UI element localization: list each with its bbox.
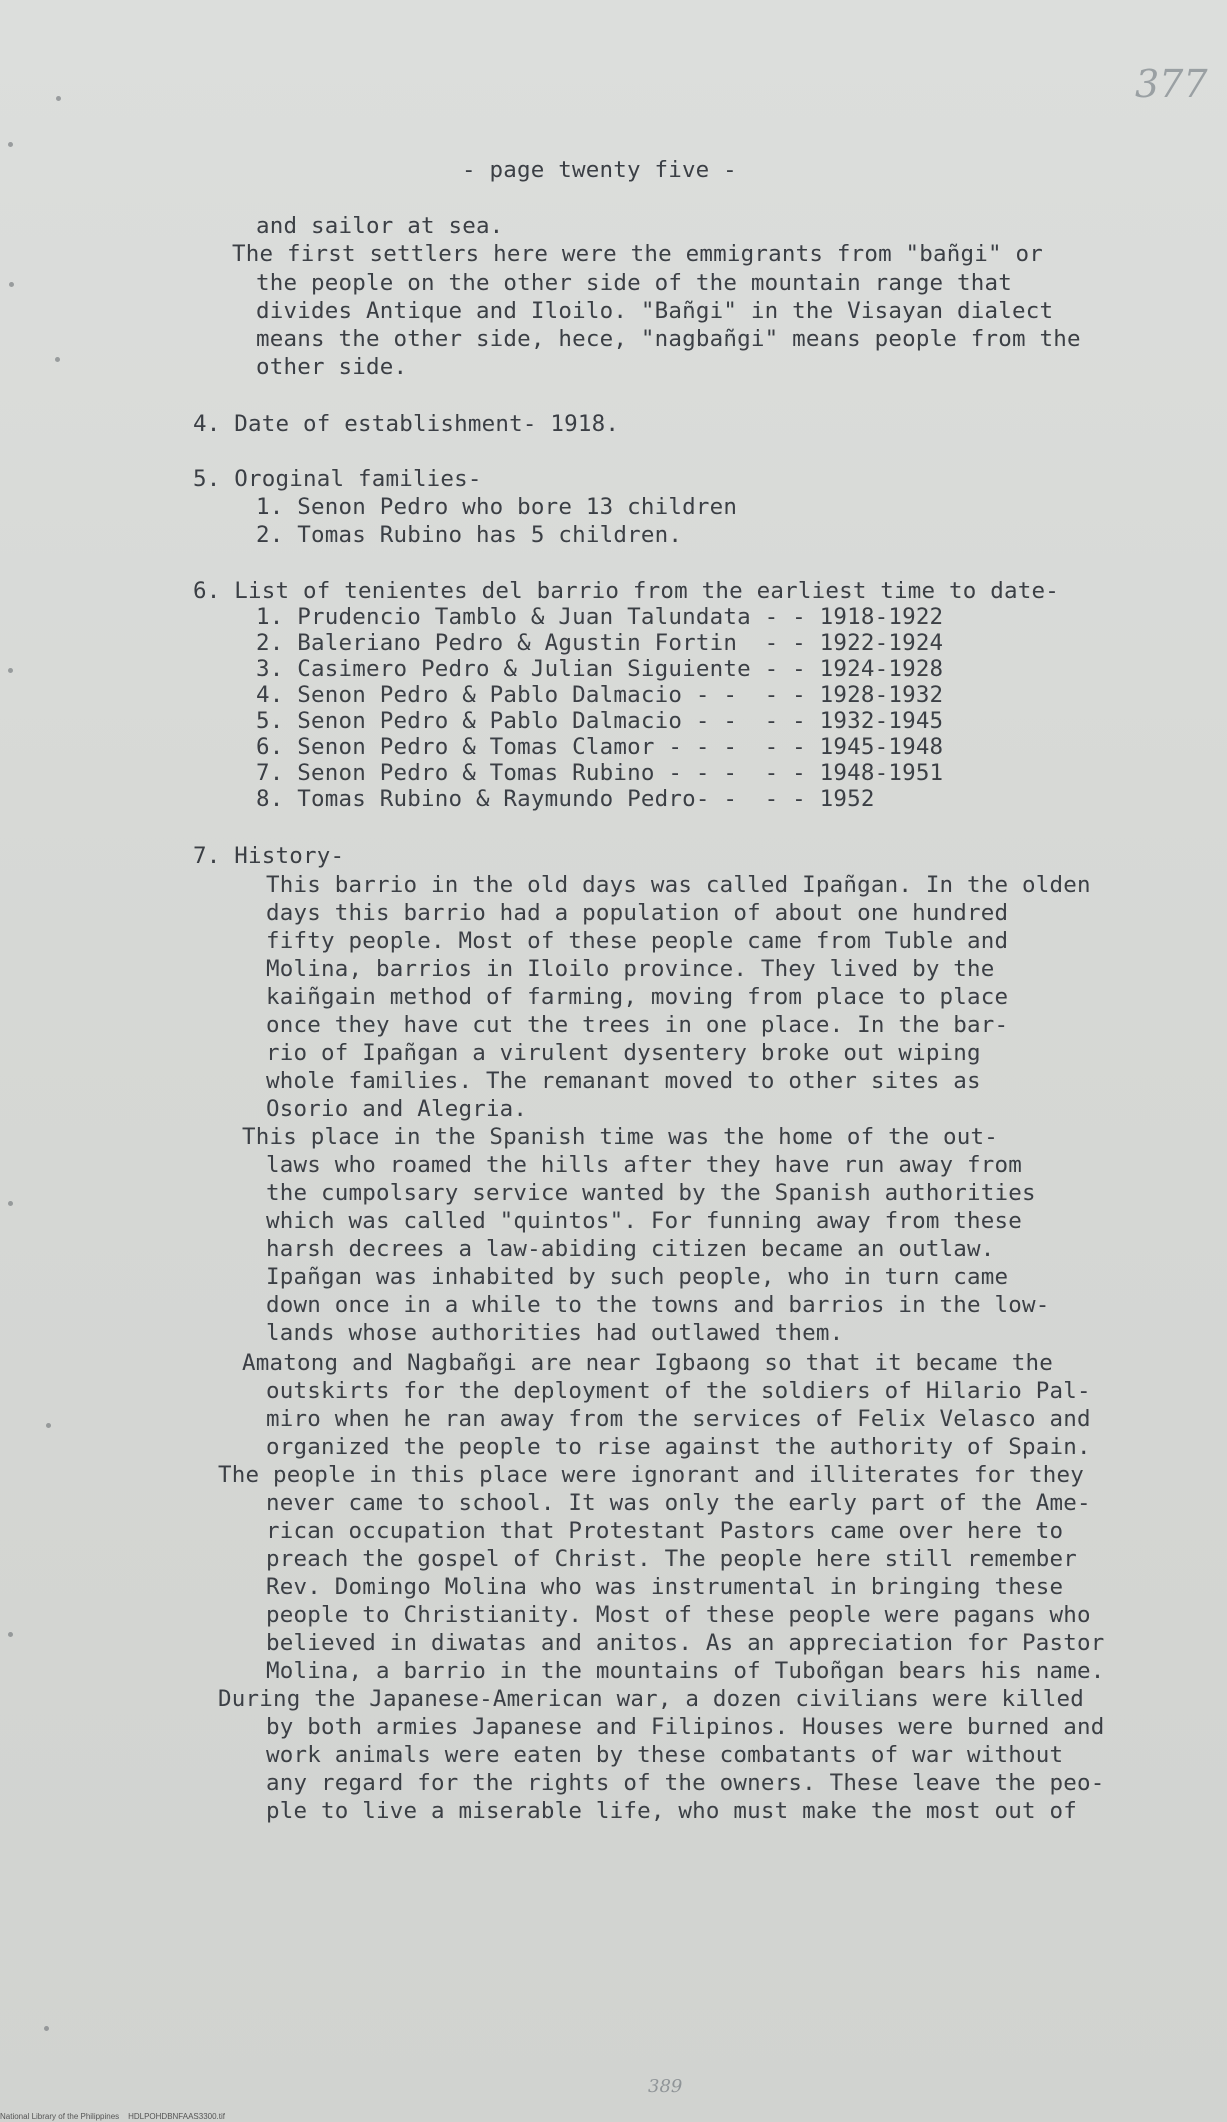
text-line: laws who roamed the hills after they have run away from <box>266 1152 1023 1178</box>
list-item: 8. Tomas Rubino & Raymundo Pedro- - - - 1952 <box>256 786 875 812</box>
text-line: Molina, barrios in Iloilo province. They lived by the <box>266 956 995 982</box>
bottom-stamp: 389 <box>648 2076 683 2097</box>
text-line: believed in diwatas and anitos. As an appreciation for Pastor <box>266 1630 1105 1656</box>
text-line: harsh decrees a law-abiding citizen became an outlaw. <box>266 1236 995 1262</box>
text-line: never came to school. It was only the early part of the Ame- <box>266 1490 1091 1516</box>
footer-caption: National Library of the Philippines HDLPOHDBNFAAS3300.tif <box>0 2112 225 2121</box>
page-header: - page twenty five - <box>462 157 737 183</box>
text-line: means the other side, hece, "nagbañgi" means people from the <box>256 326 1081 352</box>
text-line: This place in the Spanish time was the home of the out- <box>242 1124 999 1150</box>
text-line: Amatong and Nagbañgi are near Igbaong so that it became the <box>242 1350 1054 1376</box>
text-line: work animals were eaten by these combatants of war without <box>266 1742 1064 1768</box>
page-edge-specks <box>0 0 60 2122</box>
text-line: the people on the other side of the mountain range that <box>256 270 1013 296</box>
text-line: other side. <box>256 354 408 380</box>
section-heading: 5. Oroginal families- <box>193 466 482 492</box>
text-line: rican occupation that Protestant Pastors came over here to <box>266 1518 1064 1544</box>
list-item: 5. Senon Pedro & Pablo Dalmacio - - - - 1932-1945 <box>256 708 944 734</box>
section-heading: 4. Date of establishment- 1918. <box>193 411 620 437</box>
list-item: 6. Senon Pedro & Tomas Clamor - - - - - 1945-1948 <box>256 734 944 760</box>
text-line: miro when he ran away from the services of Felix Velasco and <box>266 1406 1091 1432</box>
list-item: 4. Senon Pedro & Pablo Dalmacio - - - - 1928-1932 <box>256 682 944 708</box>
text-line: organized the people to rise against the authority of Spain. <box>266 1434 1091 1460</box>
text-line: ple to live a miserable life, who must make the most out of <box>266 1798 1078 1824</box>
text-line: rio of Ipañgan a virulent dysentery broke out wiping <box>266 1040 981 1066</box>
text-line: Ipañgan was inhabited by such people, who in turn came <box>266 1264 1009 1290</box>
text-line: Rev. Domingo Molina who was instrumental in bringing these <box>266 1574 1064 1600</box>
text-line: once they have cut the trees in one place. In the bar- <box>266 1012 1009 1038</box>
text-line: which was called "quintos". For funning away from these <box>266 1208 1023 1234</box>
list-item: 2. Baleriano Pedro & Agustin Fortin - - 1922-1924 <box>256 630 944 656</box>
text-line: people to Christianity. Most of these people were pagans who <box>266 1602 1091 1628</box>
text-line: down once in a while to the towns and barrios in the low- <box>266 1292 1050 1318</box>
text-line: The first settlers here were the emmigrants from "bañgi" or <box>232 241 1044 267</box>
text-line: preach the gospel of Christ. The people here still remember <box>266 1546 1078 1572</box>
text-line: Molina, a barrio in the mountains of Tuboñgan bears his name. <box>266 1658 1105 1684</box>
list-item: 3. Casimero Pedro & Julian Siguiente - - 1924-1928 <box>256 656 944 682</box>
list-item: 1. Senon Pedro who bore 13 children <box>256 494 738 520</box>
text-line: days this barrio had a population of about one hundred <box>266 900 1009 926</box>
text-line: the cumpolsary service wanted by the Spanish authorities <box>266 1180 1036 1206</box>
text-line: any regard for the rights of the owners. These leave the peo- <box>266 1770 1105 1796</box>
text-line: During the Japanese-American war, a dozen civilians were killed <box>218 1686 1085 1712</box>
text-line: The people in this place were ignorant and illiterates for they <box>218 1462 1085 1488</box>
text-line: lands whose authorities had outlawed them. <box>266 1320 844 1346</box>
text-line: divides Antique and Iloilo. "Bañgi" in the Visayan dialect <box>256 298 1054 324</box>
text-line: and sailor at sea. <box>256 213 504 239</box>
text-line: kaiñgain method of farming, moving from place to place <box>266 984 1009 1010</box>
text-line: whole families. The remanant moved to other sites as <box>266 1068 981 1094</box>
list-item: 7. Senon Pedro & Tomas Rubino - - - - - 1948-1951 <box>256 760 944 786</box>
list-item: 1. Prudencio Tamblo & Juan Talundata - - 1918-1922 <box>256 604 944 630</box>
text-line: by both armies Japanese and Filipinos. Houses were burned and <box>266 1714 1105 1740</box>
text-line: outskirts for the deployment of the soldiers of Hilario Pal- <box>266 1378 1091 1404</box>
handwritten-page-number: 377 <box>1135 62 1208 106</box>
section-heading: 6. List of tenientes del barrio from the earliest time to date- <box>193 578 1060 604</box>
list-item: 2. Tomas Rubino has 5 children. <box>256 522 683 548</box>
section-heading: 7. History- <box>193 843 345 869</box>
text-line: Osorio and Alegria. <box>266 1096 528 1122</box>
text-line: This barrio in the old days was called Ipañgan. In the olden <box>266 872 1091 898</box>
text-line: fifty people. Most of these people came from Tuble and <box>266 928 1009 954</box>
